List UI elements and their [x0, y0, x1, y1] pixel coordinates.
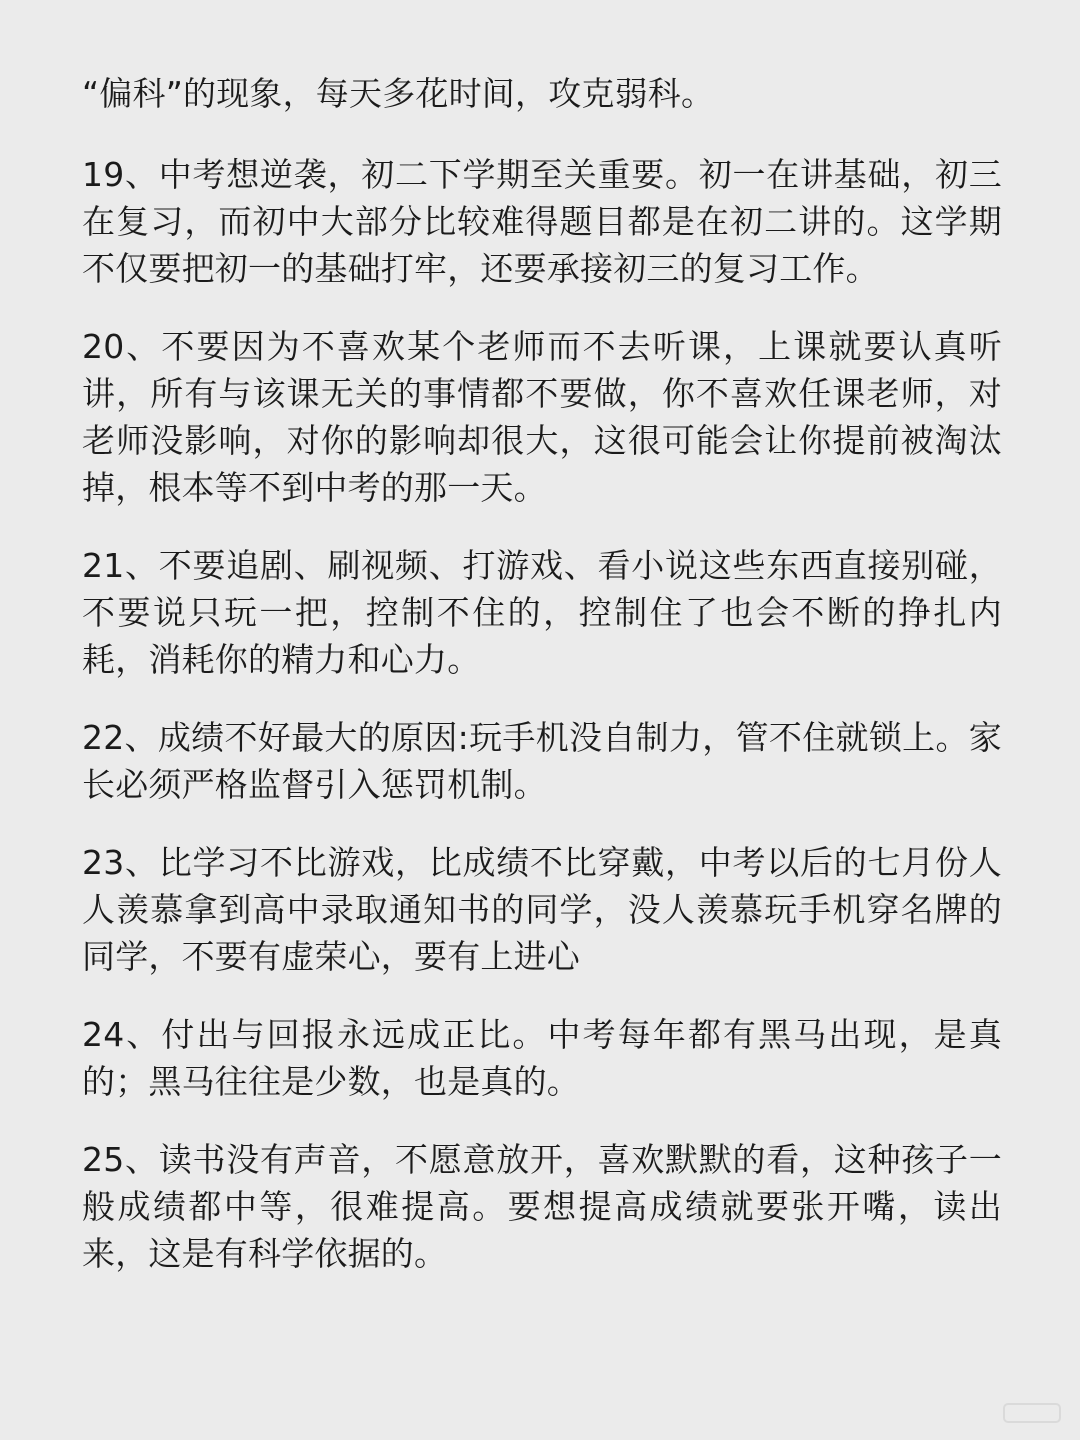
watermark-logo-icon: [1002, 1398, 1062, 1428]
article-body: [82, 70, 1002, 1308]
paragraph-19: 19、中考想逆袭，初二下学期至关重要。初一在讲基础，初三在复习，而初中大部分比较难得题目都是在初二讲的。这学期不仅要把初一的基础打牢，还要承接初三的复习工作。: [82, 155, 1002, 288]
paragraph-22: 22、成绩不好最大的原因:玩手机没自制力，管不住就锁上。家长必须严格监督引入惩罚机制。: [82, 718, 1002, 804]
paragraph-25: 25、读书没有声音，不愿意放开，喜欢默默的看，这种孩子一般成绩都中等，很难提高。要想提高成绩就要张开嘴，读出来，这是有科学依据的。: [82, 1140, 1002, 1273]
paragraph-24: 24、付出与回报永远成正比。中考每年都有黑马出现，是真的；黑马往往是少数，也是真的。: [82, 1015, 1002, 1101]
paragraph-21: 21、不要追剧、刷视频、打游戏、看小说这些东西直接别碰，不要说只玩一把，控制不住的，控制住了也会不断的挣扎内耗，消耗你的精力和心力。: [82, 546, 1002, 679]
paragraph-23: 23、比学习不比游戏，比成绩不比穿戴，中考以后的七月份人人羡慕拿到高中录取通知书的同学，没人羡慕玩手机穿名牌的同学，不要有虚荣心，要有上进心: [82, 843, 1002, 976]
paragraph-intro: “偏科”的现象，每天多花时间，攻克弱科。: [82, 74, 715, 113]
paragraph-20: 20、不要因为不喜欢某个老师而不去听课，上课就要认真听讲，所有与该课无关的事情都不要做，你不喜欢任课老师，对老师没影响，对你的影响却很大，这很可能会让你提前被淘汰掉，根本等不到中考的那一天。: [82, 327, 1002, 507]
